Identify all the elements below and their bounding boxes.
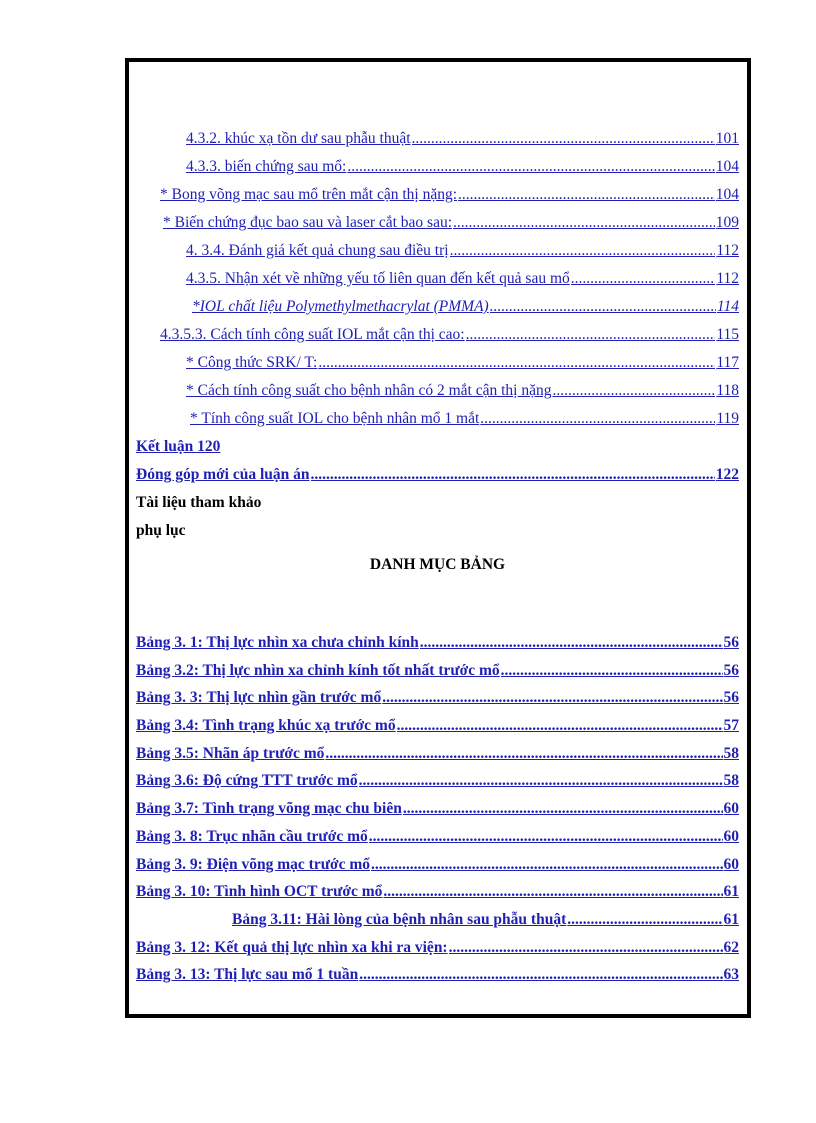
table-entry-link[interactable]: [136, 634, 739, 662]
leader-dots: [453, 214, 715, 232]
table-entry-page: 58: [723, 772, 739, 790]
leader-dots: [383, 883, 722, 901]
toc-conclusion-label: Kết luận 120: [136, 438, 221, 455]
tables-list-heading: DANH MỤC BẢNG: [369, 556, 506, 573]
leader-dots: [403, 800, 723, 818]
table-of-contents: [136, 130, 739, 994]
toc-entry-page: 114: [716, 298, 739, 315]
leader-dots: [420, 634, 723, 652]
toc-entry-label: 4.3.2. khúc xạ tồn dư sau phẫu thuật: [186, 130, 411, 147]
toc-entry-label: * Công thức SRK/ T:: [186, 354, 318, 371]
table-entry-page: 58: [723, 744, 739, 762]
leader-dots: [359, 966, 722, 984]
leader-dots: [311, 466, 715, 484]
table-entry-link[interactable]: [136, 883, 739, 911]
table-entry-page: 60: [723, 800, 739, 818]
table-entry-page: 62: [723, 938, 739, 956]
table-entry-page: 57: [723, 717, 739, 735]
toc-entry-link[interactable]: [136, 214, 739, 242]
table-entry-label: Bảng 3.4: Tình trạng khúc xạ trước mổ: [136, 717, 396, 735]
toc-entry-page: 119: [716, 410, 739, 427]
table-entry-page: 56: [723, 689, 739, 707]
leader-dots: [382, 689, 722, 707]
toc-entry-page: 101: [715, 130, 739, 147]
toc-entry-label: * Tính công suất IOL cho bệnh nhân mổ 1 mắt: [190, 410, 480, 427]
tables-list: [136, 634, 739, 994]
toc-entry-link[interactable]: [136, 158, 739, 186]
toc-entry-page: 115: [716, 326, 739, 343]
toc-entry-link[interactable]: [136, 242, 739, 270]
leader-dots: [412, 130, 715, 148]
table-entry-label: Bảng 3. 1: Thị lực nhìn xa chưa chỉnh kính: [136, 634, 419, 651]
toc-entry-label: 4.3.3. biến chứng sau mổ:: [186, 158, 347, 175]
table-entry-link[interactable]: [136, 939, 739, 967]
table-entry-page: 61: [723, 883, 739, 901]
toc-entry-page: 112: [716, 270, 739, 287]
table-entry-label: Bảng 3. 3: Thị lực nhìn gần trước mổ: [136, 689, 382, 707]
table-entry-label: Bảng 3.6: Độ cứng TTT trước mổ: [136, 772, 358, 790]
toc-list: [136, 130, 739, 438]
toc-entry-link[interactable]: [136, 298, 739, 326]
toc-entry-page: 118: [716, 382, 739, 399]
table-entry-link[interactable]: [136, 772, 739, 800]
table-entry-page: 63: [723, 966, 739, 984]
table-entry-label: Bảng 3. 9: Điện võng mạc trước mổ: [136, 855, 370, 873]
leader-dots: [371, 856, 723, 874]
table-entry-link[interactable]: [136, 856, 739, 884]
appendix-heading: phụ lục: [136, 522, 186, 539]
leader-dots: [347, 158, 714, 176]
leader-dots: [501, 662, 723, 680]
table-entry-link[interactable]: [136, 717, 739, 745]
table-entry-label: Bảng 3. 8: Trục nhãn cầu trước mổ: [136, 827, 368, 845]
toc-entry-label: Đóng góp mới của luận án: [136, 466, 310, 483]
toc-entry-label: * Bong võng mạc sau mổ trên mắt cận thị nặng:: [160, 186, 458, 203]
toc-entry-label: * Cách tính công suất cho bệnh nhân có 2 mắt cận thị nặng: [186, 382, 552, 399]
table-entry-label: Bảng 3. 13: Thị lực sau mổ 1 tuần: [136, 966, 359, 984]
table-entry-link[interactable]: [136, 745, 739, 773]
table-entry-label: Bảng 3. 12: Kết quả thị lực nhìn xa khi ra viện:: [136, 938, 448, 956]
toc-entry-link[interactable]: [136, 270, 739, 298]
table-entry-label: Bảng 3. 10: Tình hình OCT trước mổ: [136, 883, 383, 901]
leader-dots: [449, 939, 723, 957]
leader-dots: [567, 911, 722, 929]
table-entry-page: 60: [723, 827, 739, 845]
table-entry-link[interactable]: [136, 689, 739, 717]
toc-entry-label: 4.3.5.3. Cách tính công suất IOL mắt cận thị cao:: [160, 326, 465, 343]
toc-entry-label: *IOL chất liệu Polymethylmethacrylat (PMMA): [192, 298, 489, 315]
toc-conclusion-link[interactable]: [136, 438, 739, 466]
leader-dots: [325, 745, 722, 763]
references-heading: Tài liệu tham khảo: [136, 494, 262, 511]
table-entry-page: 60: [723, 855, 739, 873]
toc-entry-link[interactable]: [136, 382, 739, 410]
toc-entry-link[interactable]: [136, 354, 739, 382]
table-entry-page: 61: [723, 910, 739, 928]
leader-dots: [359, 772, 723, 790]
table-entry-link[interactable]: [136, 911, 739, 939]
table-entry-label: Bảng 3.5: Nhãn áp trước mổ: [136, 744, 325, 762]
leader-dots: [490, 298, 716, 316]
toc-entry-link[interactable]: [136, 130, 739, 158]
table-entry-page: 56: [723, 634, 739, 651]
table-entry-link[interactable]: [136, 800, 739, 828]
table-entry-link[interactable]: [136, 662, 739, 690]
toc-new-contribution-link[interactable]: [136, 466, 739, 494]
toc-entry-page: 104: [715, 158, 739, 175]
toc-entry-label: * Biến chứng đục bao sau và laser cắt bao sau:: [163, 214, 453, 231]
toc-entry-link[interactable]: [136, 186, 739, 214]
table-entry-label: Bảng 3.11: Hài lòng của bệnh nhân sau phẫu thuật: [232, 910, 567, 928]
toc-entry-label: 4.3.5. Nhận xét về những yếu tố liên quan đến kết quả sau mổ: [186, 270, 570, 287]
toc-entry-page: 122: [715, 466, 739, 483]
table-entry-link[interactable]: [136, 828, 739, 856]
toc-entry-label: 4. 3.4. Đánh giá kết quả chung sau điều trị: [186, 242, 449, 259]
leader-dots: [450, 242, 716, 260]
leader-dots: [552, 382, 715, 400]
leader-dots: [369, 828, 723, 846]
leader-dots: [480, 410, 715, 428]
toc-entry-page: 117: [716, 354, 739, 371]
toc-entry-link[interactable]: [136, 326, 739, 354]
leader-dots: [318, 354, 715, 372]
toc-entry-page: 104: [715, 186, 739, 203]
leader-dots: [571, 270, 716, 288]
leader-dots: [466, 326, 716, 344]
table-entry-label: Bảng 3.2: Thị lực nhìn xa chỉnh kính tốt nhất trước mổ: [136, 661, 500, 679]
leader-dots: [458, 186, 715, 204]
table-entry-page: 56: [723, 661, 739, 679]
toc-entry-page: 109: [715, 214, 739, 231]
leader-dots: [397, 717, 723, 735]
toc-entry-link[interactable]: [136, 410, 739, 438]
toc-entry-page: 112: [716, 242, 739, 259]
table-entry-link[interactable]: [136, 966, 739, 994]
table-entry-label: Bảng 3.7: Tình trạng võng mạc chu biên: [136, 800, 402, 818]
